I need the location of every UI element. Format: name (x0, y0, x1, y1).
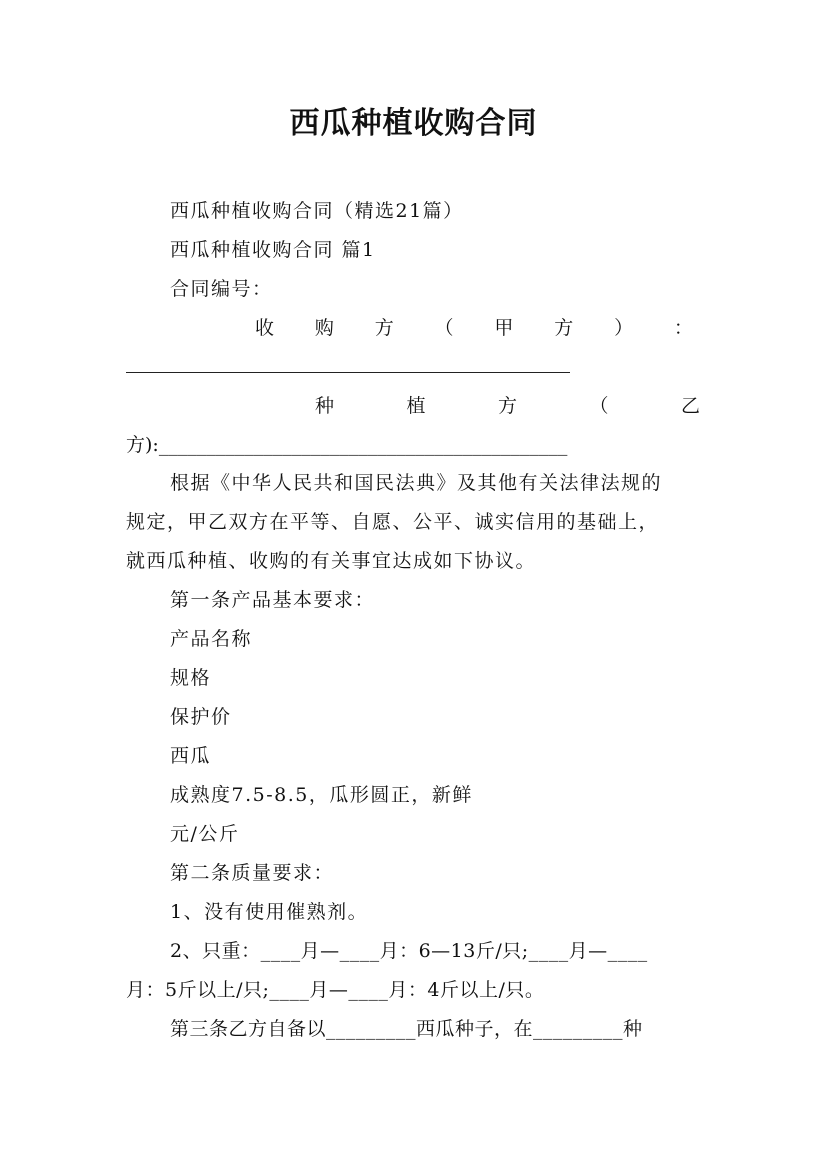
document-title: 西瓜种植收购合同 (289, 106, 538, 141)
quality-item-2-line-1: 2、只重：____月—____月：6—13斤/只;____月—____ (170, 940, 648, 962)
buyer-char: 方 (554, 317, 574, 339)
grower-blank-line: 方):___________________________________________ (126, 434, 568, 456)
grower-char: 植 (406, 395, 426, 417)
price-unit: 元/公斤 (170, 823, 240, 845)
grower-char: 乙 (680, 395, 700, 417)
section-heading: 西瓜种植收购合同 篇1 (170, 239, 376, 261)
grower-char: （ (589, 395, 609, 417)
quality-item-1: 1、没有使用催熟剂。 (170, 901, 369, 923)
spec-label: 规格 (170, 667, 212, 689)
product-name-value: 西瓜 (170, 745, 212, 767)
buyer-char: 购 (314, 317, 334, 339)
article-1-heading: 第一条产品基本要求： (170, 589, 376, 611)
quality-item-2-line-2: 月：5斤以上/只;____月—____月：4斤以上/只。 (126, 979, 545, 1001)
buyer-char: ） (614, 317, 634, 339)
product-name-label: 产品名称 (170, 628, 253, 650)
buyer-party-label (255, 315, 693, 341)
buyer-char: 方 (374, 317, 394, 339)
grower-char: 方 (497, 395, 517, 417)
article-3-line-1: 第三条乙方自备以_________西瓜种子，在_________种 (170, 1018, 643, 1040)
preamble-line-1: 根据《中华人民共和国民法典》及其他有关法律法规的 (170, 472, 663, 494)
grower-party-label (315, 393, 700, 419)
buyer-char: （ (434, 317, 454, 339)
grower-char: 种 (315, 395, 335, 417)
contract-number-label: 合同编号： (170, 278, 273, 300)
buyer-char: ： (673, 317, 693, 339)
protection-price-label: 保护价 (170, 706, 232, 728)
buyer-blank-line (126, 372, 570, 373)
buyer-char: 甲 (494, 317, 514, 339)
article-2-heading: 第二条质量要求： (170, 862, 335, 884)
subtitle-line: 西瓜种植收购合同（精选21篇） (170, 200, 464, 222)
spec-value: 成熟度7.5-8.5，瓜形圆正，新鲜 (170, 784, 473, 806)
buyer-char: 收 (255, 317, 275, 339)
preamble-line-3: 就西瓜种植、收购的有关事宜达成如下协议。 (126, 550, 537, 572)
preamble-line-2: 规定，甲乙双方在平等、自愿、公平、诚实信用的基础上， (126, 511, 660, 533)
